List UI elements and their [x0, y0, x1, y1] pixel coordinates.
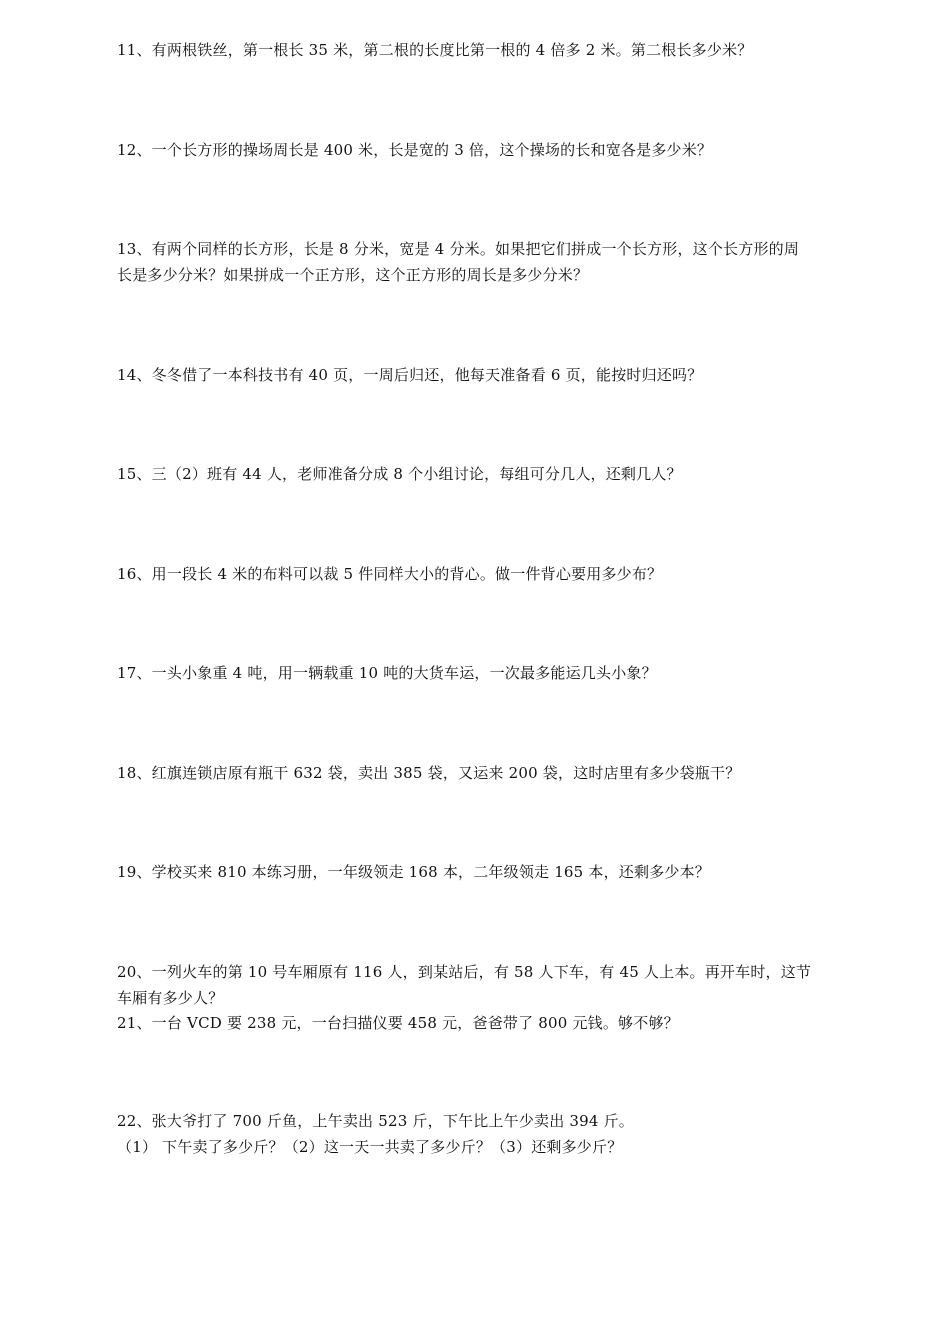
problem-15: 15、三（2）班有 44 人，老师准备分成 8 个小组讨论，每组可分几人，还剩几人？ — [117, 465, 682, 483]
problem-20-line-1: 20、一列火车的第 10 号车厢原有 116 人，到某站后，有 58 人下车，有 45 人上本。再开车时，这节 — [117, 963, 812, 981]
problem-12: 12、一个长方形的操场周长是 400 米，长是宽的 3 倍，这个操场的长和宽各是多少米？ — [117, 141, 713, 159]
problem-17: 17、一头小象重 4 吨，用一辆载重 10 吨的大货车运，一次最多能运几头小象？ — [117, 664, 657, 682]
problem-18: 18、红旗连锁店原有瓶干 632 袋，卖出 385 袋，又运来 200 袋，这时店里有多少袋瓶干？ — [117, 764, 741, 782]
problem-13-line-1: 13、有两个同样的长方形，长是 8 分米，宽是 4 分米。如果把它们拼成一个长方形，这个长方形的周 — [117, 240, 800, 258]
problem-19: 19、学校买来 810 本练习册，一年级领走 168 本，二年级领走 165 本，还剩多少本？ — [117, 863, 710, 881]
problem-21: 21、一台 VCD 要 238 元，一台扫描仪要 458 元，爸爸带了 800 元钱。够不够？ — [117, 1014, 679, 1032]
problem-22-line-2: （1） 下午卖了多少斤？（2）这一天一共卖了多少斤？（3）还剩多少斤？ — [117, 1138, 623, 1156]
problem-16: 16、用一段长 4 米的布料可以裁 5 件同样大小的背心。做一件背心要用多少布？ — [117, 565, 663, 583]
problem-11: 11、有两根铁丝，第一根长 35 米，第二根的长度比第一根的 4 倍多 2 米。第二根长多少米？ — [117, 41, 753, 59]
problem-13-line-2: 长是多少分米？如果拼成一个正方形，这个正方形的周长是多少分米？ — [117, 266, 589, 284]
problem-14: 14、冬冬借了一本科技书有 40 页，一周后归还，他每天准备看 6 页，能按时归还吗？ — [117, 366, 703, 384]
problem-22-line-1: 22、张大爷打了 700 斤鱼，上午卖出 523 斤，下午比上午少卖出 394 斤。 — [117, 1112, 634, 1130]
problem-20-line-2: 车厢有多少人？ — [117, 989, 224, 1007]
